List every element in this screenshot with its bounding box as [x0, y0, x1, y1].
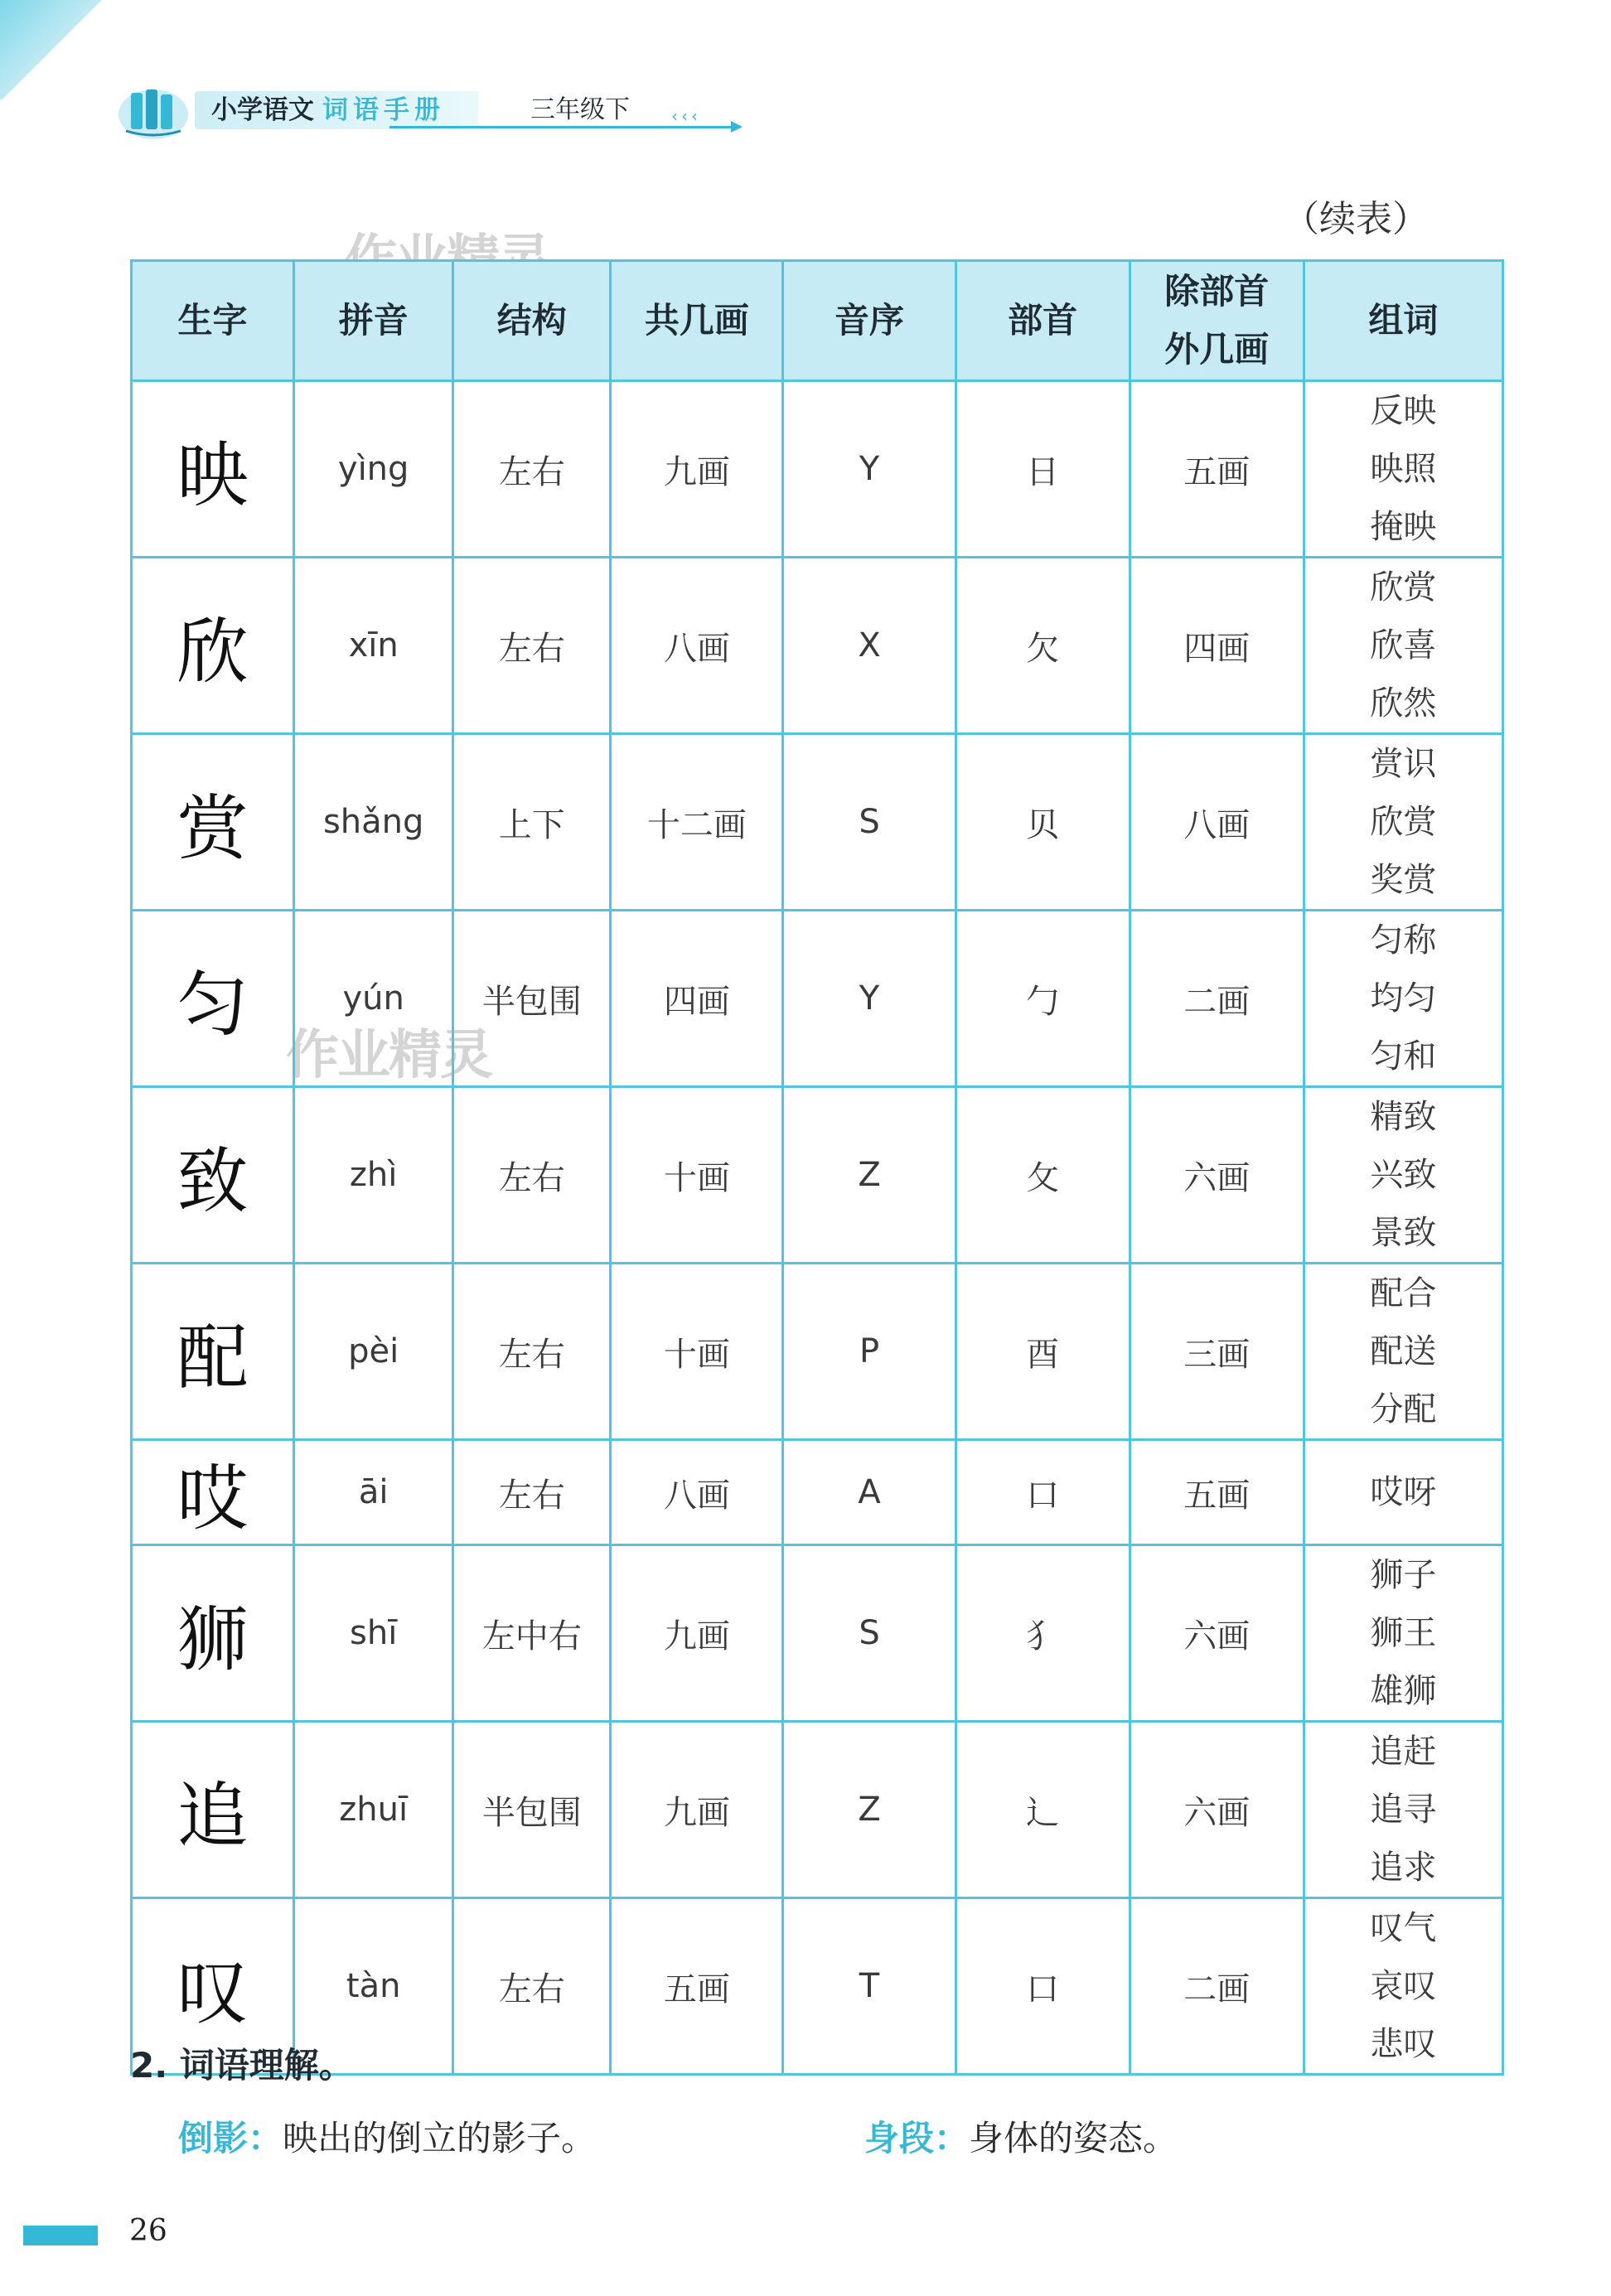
cell-char: 欣: [132, 558, 294, 734]
cell-words: [1304, 558, 1502, 734]
column-header: 部首: [955, 261, 1130, 381]
table-row: [132, 1087, 1503, 1264]
cell-strokes: 九画: [611, 381, 783, 558]
table-header-row: [132, 261, 1503, 381]
table-body: [132, 381, 1503, 2075]
cell-words: [1304, 1264, 1502, 1440]
word-item: 欣赏: [1370, 568, 1437, 607]
definition-text: 映出的倒立的影子。: [283, 2118, 597, 2158]
cell-pinyin: yún: [294, 911, 453, 1087]
cell-order: Z: [783, 1087, 955, 1264]
word-item: 奖赏: [1370, 861, 1437, 899]
header-dots: ‹‹‹: [671, 106, 701, 126]
table-row: [132, 1722, 1503, 1898]
cell-words: [1304, 1898, 1502, 2075]
cell-structure: 半包围: [453, 911, 611, 1087]
word-item: 赏识: [1370, 745, 1437, 783]
cell-strokes: 九画: [611, 1545, 783, 1722]
cell-radical: 贝: [955, 734, 1130, 911]
table-row: [132, 558, 1503, 734]
cell-strokes: 十画: [611, 1264, 783, 1440]
cell-order: Y: [783, 381, 955, 558]
cell-radical: 攵: [955, 1087, 1130, 1264]
cell-structure: 左右: [453, 1087, 611, 1264]
cell-strokes: 十画: [611, 1087, 783, 1264]
word-item: 哎呀: [1370, 1473, 1437, 1511]
cell-words: [1304, 911, 1502, 1087]
column-header: 组词: [1304, 261, 1502, 381]
word-item: 追寻: [1370, 1791, 1437, 1829]
table-row: [132, 734, 1503, 911]
cell-structure: 左右: [453, 1440, 611, 1545]
cell-radical: 口: [955, 1898, 1130, 2075]
table-row: [132, 381, 1503, 558]
cell-structure: 左右: [453, 1898, 611, 2075]
definition-item: [864, 2111, 1178, 2161]
cell-char: 追: [132, 1722, 294, 1898]
word-item: 景致: [1370, 1214, 1437, 1252]
book-title: [195, 91, 478, 129]
cell-order: Z: [783, 1722, 955, 1898]
definition-item: [178, 2111, 596, 2161]
column-header: 结构: [453, 261, 611, 381]
cell-structure: 左右: [453, 558, 611, 734]
cell-strokes: 九画: [611, 1722, 783, 1898]
cell-structure: 左中右: [453, 1545, 611, 1722]
cell-structure: 上下: [453, 734, 611, 911]
cell-char: 赏: [132, 734, 294, 911]
word-item: 配合: [1370, 1274, 1437, 1312]
cell-extra: 六画: [1130, 1722, 1304, 1898]
cell-strokes: 八画: [611, 558, 783, 734]
cell-extra: 六画: [1130, 1087, 1304, 1264]
cell-char: 致: [132, 1087, 294, 1264]
header-arrow-icon: [731, 121, 743, 133]
cell-pinyin: āi: [294, 1440, 453, 1545]
cell-pinyin: shī: [294, 1545, 453, 1722]
grade-label: 三年级下: [530, 95, 630, 124]
word-item: 匀和: [1370, 1037, 1437, 1075]
cell-char: 匀: [132, 911, 294, 1087]
cell-words: [1304, 1087, 1502, 1264]
cell-char: 配: [132, 1264, 294, 1440]
cell-words: [1304, 1722, 1502, 1898]
watermark: 作业精灵: [286, 1025, 491, 1086]
word-item: 精致: [1370, 1098, 1437, 1136]
cell-strokes: 五画: [611, 1898, 783, 2075]
table-row: [132, 1264, 1503, 1440]
cell-radical: 酉: [955, 1264, 1130, 1440]
cell-structure: 左右: [453, 381, 611, 558]
cell-radical: 日: [955, 381, 1130, 558]
word-item: 反映: [1370, 392, 1437, 430]
cell-pinyin: xīn: [294, 558, 453, 734]
cell-order: T: [783, 1898, 955, 2075]
cell-strokes: 八画: [611, 1440, 783, 1545]
table-row: [132, 1440, 1503, 1545]
table-row: [132, 911, 1503, 1087]
cell-pinyin: zhuī: [294, 1722, 453, 1898]
section-title: 2. 词语理解。: [130, 2045, 354, 2086]
word-item: 欣赏: [1370, 803, 1437, 841]
cell-radical: 犭: [955, 1545, 1130, 1722]
column-header-text: 除部首外几画: [1164, 271, 1270, 370]
column-header: [1130, 261, 1304, 381]
cell-extra: 四画: [1130, 558, 1304, 734]
page-header: [116, 83, 746, 141]
cell-strokes: 十二画: [611, 734, 783, 911]
cell-radical: 辶: [955, 1722, 1130, 1898]
cell-order: P: [783, 1264, 955, 1440]
cell-pinyin: tàn: [294, 1898, 453, 2075]
character-table: [130, 259, 1504, 2076]
word-item: 匀称: [1370, 921, 1437, 959]
word-item: 配送: [1370, 1332, 1437, 1370]
word-item: 哀叹: [1370, 1967, 1437, 2005]
column-header: 生字: [132, 261, 294, 381]
corner-decoration: [0, 0, 124, 99]
book-title-sub: 词语手册: [322, 95, 445, 125]
cell-extra: 六画: [1130, 1545, 1304, 1722]
definition-term: 倒影：: [178, 2118, 283, 2158]
column-header: 音序: [783, 261, 955, 381]
cell-pinyin: shǎng: [294, 734, 453, 911]
cell-radical: 勹: [955, 911, 1130, 1087]
cell-pinyin: zhì: [294, 1087, 453, 1264]
table-row: [132, 1545, 1503, 1722]
header-underline: [389, 126, 738, 128]
cell-radical: 欠: [955, 558, 1130, 734]
cell-pinyin: pèi: [294, 1264, 453, 1440]
word-item: 兴致: [1370, 1156, 1437, 1194]
definition-term: 身段：: [864, 2118, 970, 2158]
word-item: 追赶: [1370, 1733, 1437, 1771]
word-item: 狮王: [1370, 1614, 1437, 1652]
definition-text: 身体的姿态。: [969, 2118, 1178, 2158]
cell-char: 哎: [132, 1440, 294, 1545]
book-logo-icon: [116, 83, 191, 141]
cell-words: [1304, 381, 1502, 558]
word-item: 叹气: [1370, 1909, 1437, 1947]
cell-order: S: [783, 1545, 955, 1722]
word-item: 雄狮: [1370, 1672, 1437, 1710]
page-number-bar: [23, 2226, 98, 2245]
cell-extra: 五画: [1130, 1440, 1304, 1545]
word-item: 均匀: [1370, 979, 1437, 1017]
cell-words: [1304, 1440, 1502, 1545]
page-number: 26: [129, 2214, 167, 2248]
cell-char: 映: [132, 381, 294, 558]
cell-extra: 二画: [1130, 911, 1304, 1087]
cell-radical: 口: [955, 1440, 1130, 1545]
cell-structure: 左右: [453, 1264, 611, 1440]
word-item: 分配: [1370, 1390, 1437, 1428]
cell-pinyin: yìng: [294, 381, 453, 558]
cell-strokes: 四画: [611, 911, 783, 1087]
column-header: 共几画: [611, 261, 783, 381]
word-item: 掩映: [1370, 508, 1437, 546]
cell-words: [1304, 1545, 1502, 1722]
word-item: 追求: [1370, 1849, 1437, 1887]
cell-structure: 半包围: [453, 1722, 611, 1898]
word-item: 悲叹: [1370, 2025, 1437, 2063]
column-header: 拼音: [294, 261, 453, 381]
cell-order: A: [783, 1440, 955, 1545]
cell-extra: 五画: [1130, 381, 1304, 558]
cell-char: 狮: [132, 1545, 294, 1722]
continued-label: （续表）: [1283, 198, 1429, 240]
cell-order: Y: [783, 911, 955, 1087]
cell-words: [1304, 734, 1502, 911]
cell-extra: 二画: [1130, 1898, 1304, 2075]
word-item: 狮子: [1370, 1556, 1437, 1594]
word-item: 映照: [1370, 450, 1437, 488]
book-title-main: 小学语文: [211, 95, 314, 125]
word-item: 欣喜: [1370, 626, 1437, 665]
cell-extra: 八画: [1130, 734, 1304, 911]
cell-char: 叹: [132, 1898, 294, 2075]
cell-order: X: [783, 558, 955, 734]
cell-extra: 三画: [1130, 1264, 1304, 1440]
cell-order: S: [783, 734, 955, 911]
word-item: 欣然: [1370, 684, 1437, 723]
